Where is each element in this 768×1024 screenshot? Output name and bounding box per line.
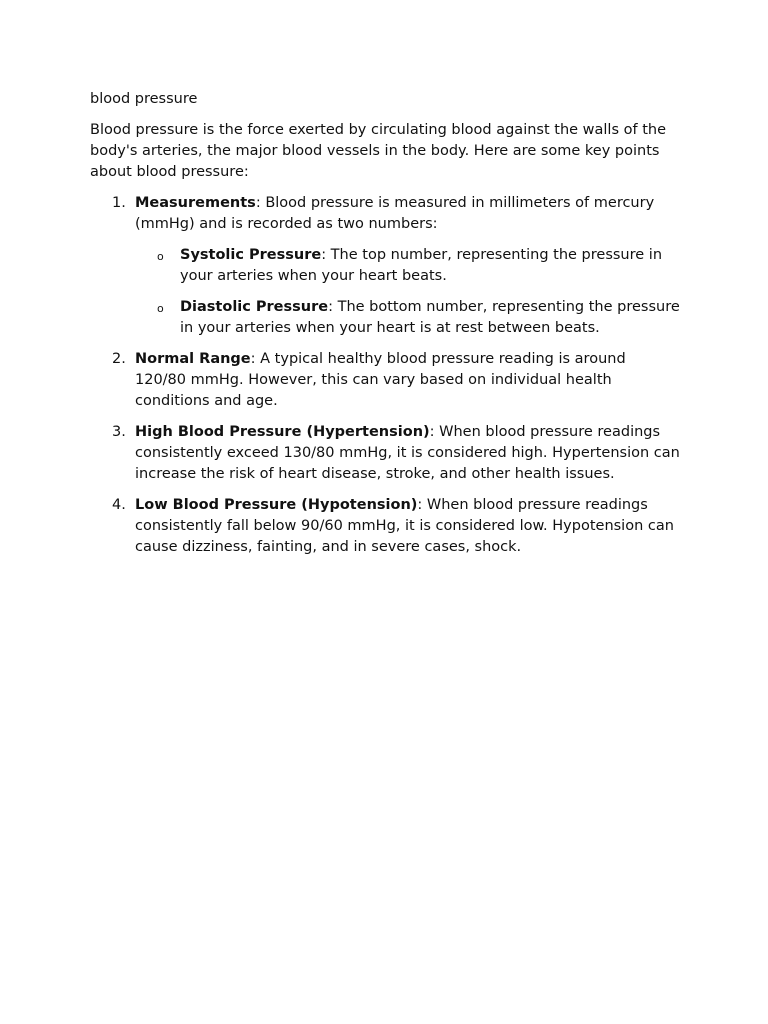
sub-points-list bbox=[135, 245, 680, 339]
sub-point-text: : The top number, representing the pressure in your arteries when your heart beats. bbox=[180, 247, 663, 284]
list-item bbox=[90, 422, 680, 485]
point-term: Normal Range bbox=[135, 351, 251, 367]
list-item bbox=[90, 495, 680, 558]
circle-bullet-icon: o bbox=[157, 250, 164, 263]
sub-point-term: Systolic Pressure bbox=[180, 247, 322, 263]
sub-list-item bbox=[135, 297, 680, 339]
key-points-list bbox=[90, 193, 680, 558]
point-term: High Blood Pressure (Hypertension) bbox=[135, 424, 430, 440]
sub-list-item bbox=[135, 245, 680, 287]
sub-point-term: Diastolic Pressure bbox=[180, 299, 329, 315]
list-number: 4. bbox=[112, 497, 126, 513]
list-item bbox=[90, 193, 680, 339]
point-term: Low Blood Pressure (Hypotension) bbox=[135, 497, 418, 513]
document-title: blood pressure bbox=[90, 91, 198, 107]
intro-paragraph: Blood pressure is the force exerted by circulating blood against the walls of the body's arteries, the major blood vessels in the body. Here are some key points about blood pressure: bbox=[90, 122, 667, 180]
list-number: 3. bbox=[112, 424, 126, 440]
list-number: 1. bbox=[112, 195, 126, 211]
list-item bbox=[90, 349, 680, 412]
point-term: Measurements bbox=[135, 195, 256, 211]
point-text: : When blood pressure readings consistently exceed 130/80 mmHg, it is considered high. Hypertension can increase the risk of heart disease, stroke, and other health issues. bbox=[135, 424, 680, 482]
sub-point-text: : The bottom number, representing the pressure in your arteries when your heart is at rest between beats. bbox=[180, 299, 680, 336]
circle-bullet-icon: o bbox=[157, 302, 164, 315]
point-text: : When blood pressure readings consistently fall below 90/60 mmHg, it is considered low. Hypotension can cause dizziness, fainting, and in severe cases, shock. bbox=[135, 497, 674, 555]
list-number: 2. bbox=[112, 351, 126, 367]
point-text: : Blood pressure is measured in millimeters of mercury (mmHg) and is recorded as two numbers: bbox=[135, 195, 655, 232]
document-page bbox=[90, 89, 680, 568]
point-text: : A typical healthy blood pressure reading is around 120/80 mmHg. However, this can vary based on individual health conditions and age. bbox=[135, 351, 626, 409]
